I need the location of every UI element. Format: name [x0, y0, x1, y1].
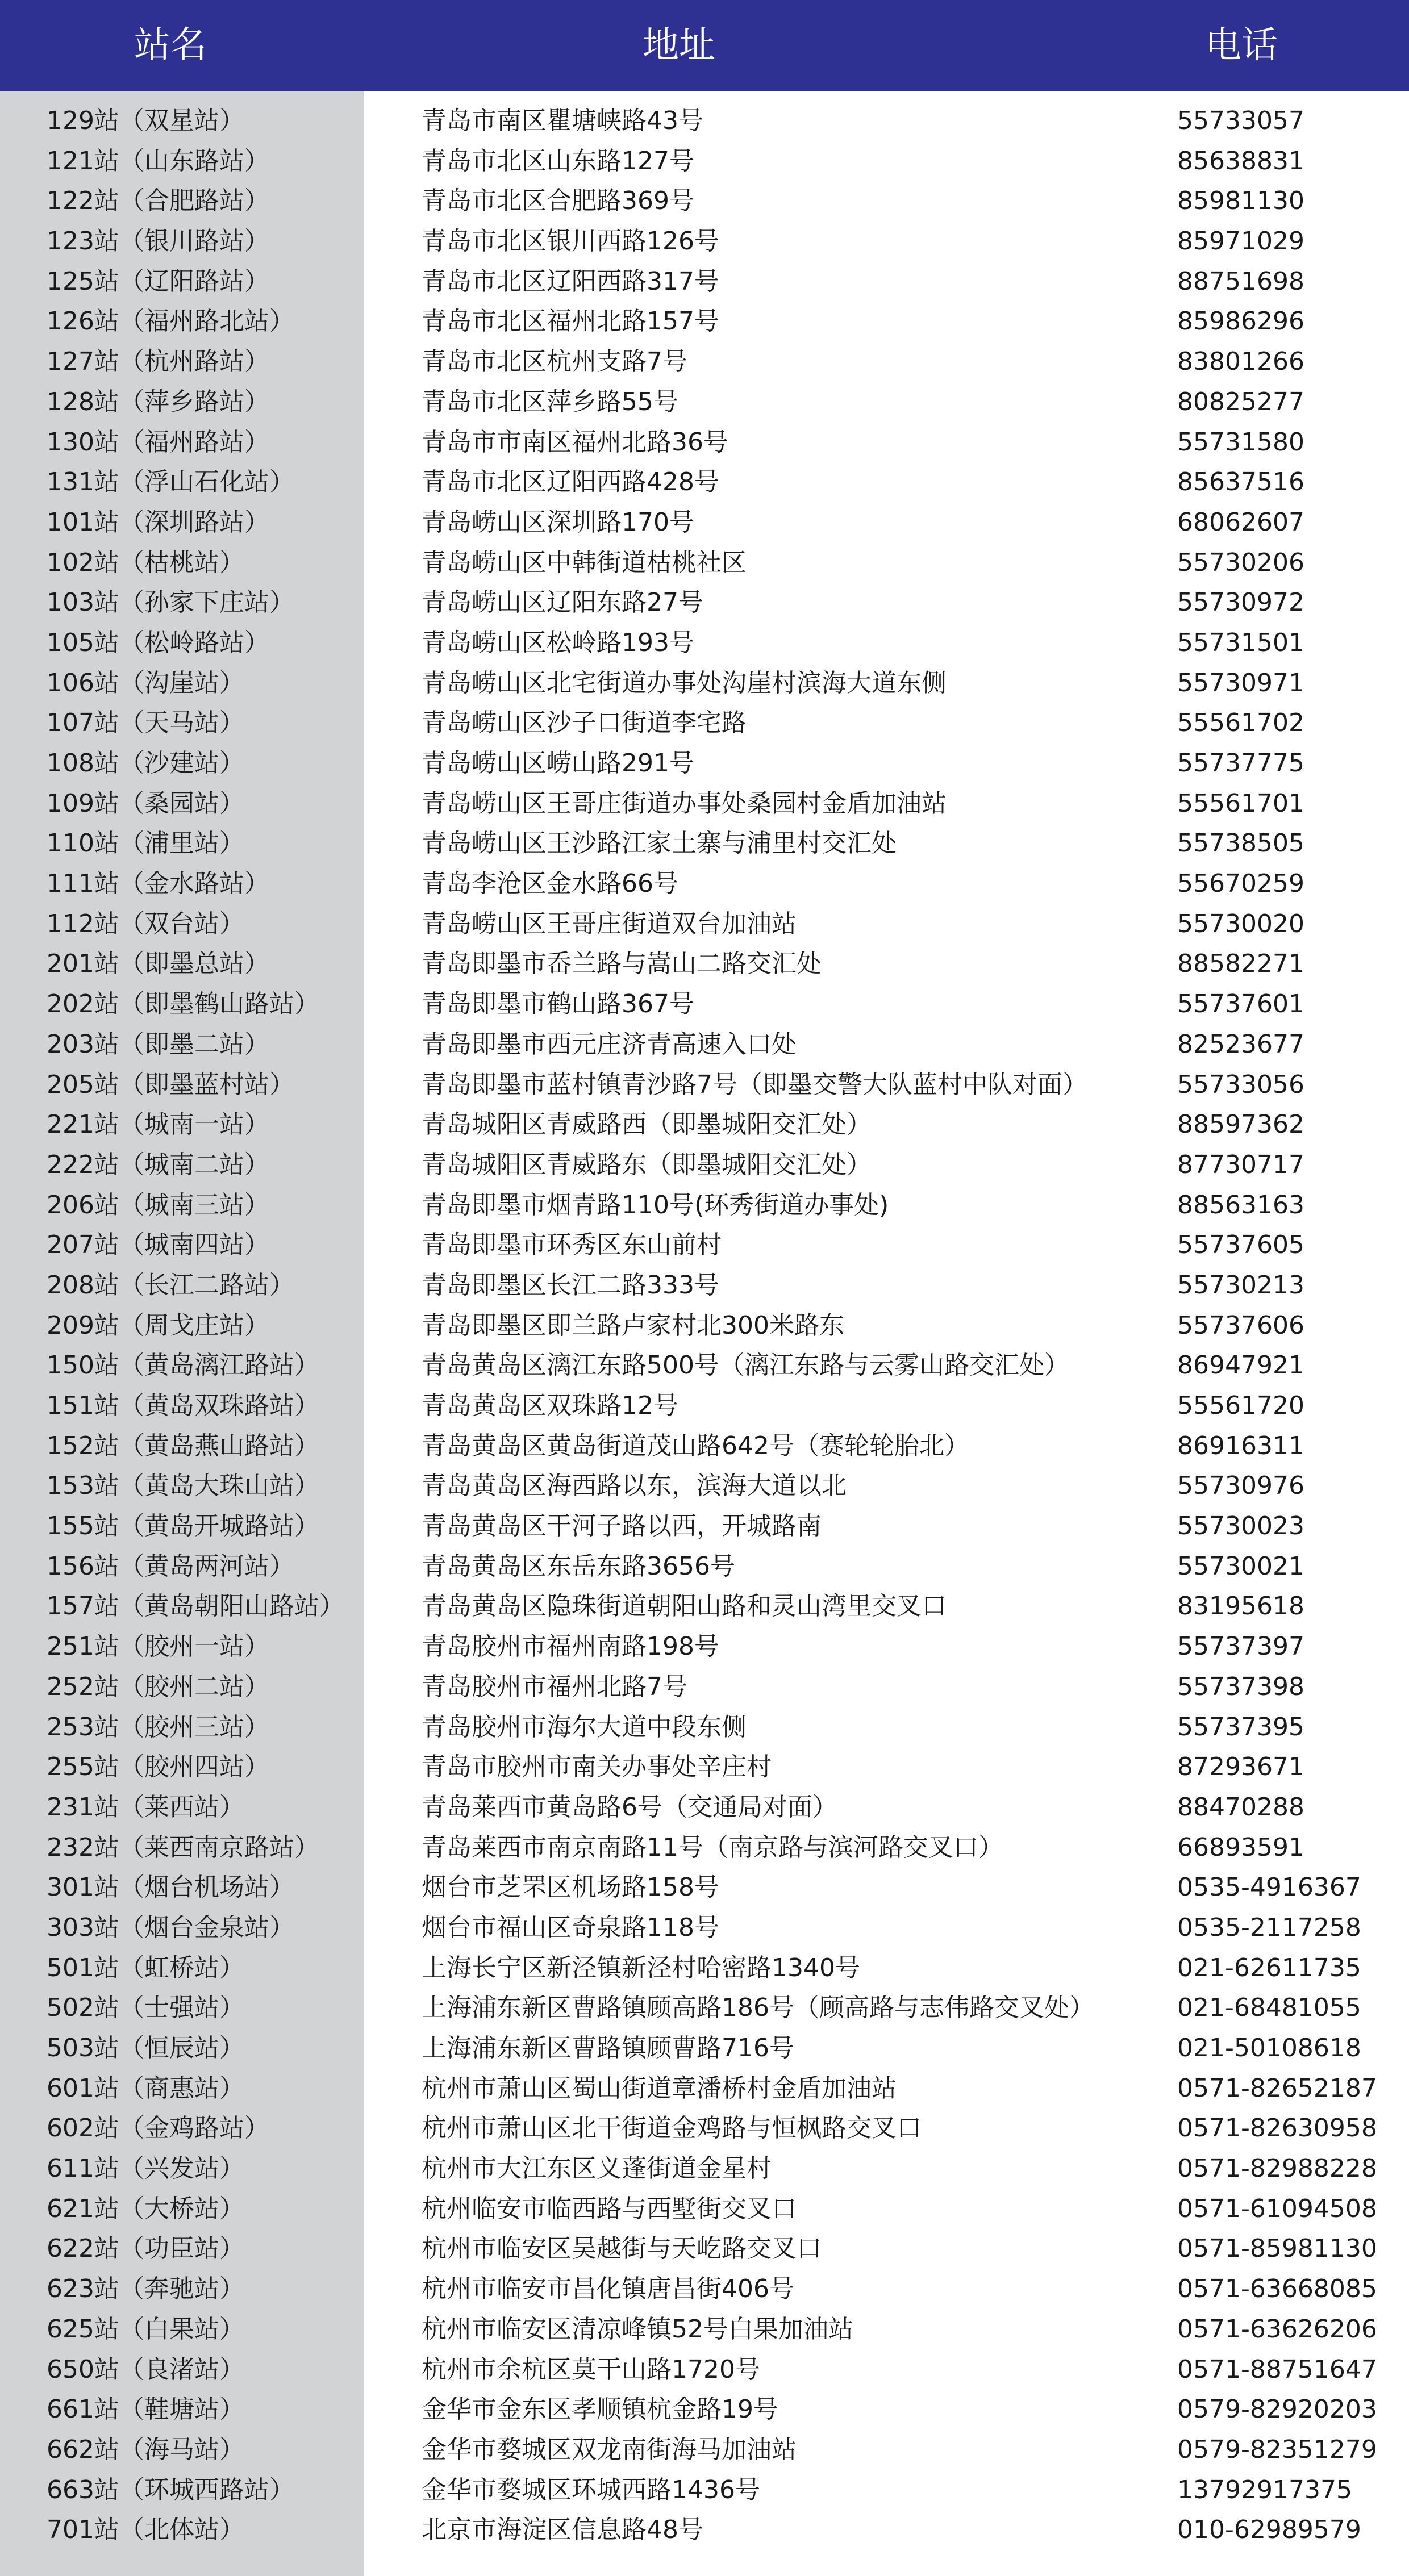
station-address: 青岛崂山区中韩街道枯桃社区 [422, 548, 747, 577]
station-address: 杭州市萧山区北干街道金鸡路与恒枫路交叉口 [422, 2114, 922, 2143]
station-name: 123站（银川路站） [47, 227, 269, 256]
station-name: 102站（枯桃站） [47, 548, 244, 577]
station-address: 青岛黄岛区海西路以东，滨海大道以北 [422, 1471, 847, 1501]
station-address: 杭州临安市临西路与西墅街交叉口 [422, 2194, 797, 2223]
table-row [0, 1547, 1409, 1587]
table-row [0, 181, 1409, 222]
station-name: 232站（莱西南京路站） [47, 1832, 319, 1862]
station-phone: 13792917375 [1177, 2475, 1352, 2504]
station-phone: 55730213 [1177, 1270, 1304, 1300]
table-row [0, 1306, 1409, 1346]
table-row [0, 1185, 1409, 1226]
table-row [0, 2430, 1409, 2470]
station-address: 青岛即墨区即兰路卢家村北300米路东 [422, 1310, 844, 1340]
station-name: 105站（松岭路站） [47, 628, 269, 657]
table-row [0, 503, 1409, 543]
station-address: 杭州市大江东区义蓬街道金星村 [422, 2154, 772, 2183]
table-row [0, 703, 1409, 744]
table-row [0, 423, 1409, 463]
station-phone: 55737606 [1177, 1310, 1304, 1340]
station-phone: 55738505 [1177, 829, 1304, 858]
station-phone: 88563163 [1177, 1190, 1304, 1220]
station-address: 青岛李沧区金水路66号 [422, 869, 678, 899]
station-name: 209站（周戈庄站） [47, 1310, 269, 1340]
table-row [0, 583, 1409, 623]
station-phone: 55737398 [1177, 1672, 1304, 1701]
station-phone: 021-68481055 [1177, 1993, 1361, 2023]
table-row [0, 1988, 1409, 2028]
station-name: 231站（莱西站） [47, 1792, 244, 1822]
station-address: 青岛市北区山东路127号 [422, 146, 694, 176]
station-name: 205站（即墨蓝村站） [47, 1070, 294, 1099]
station-address: 青岛胶州市福州北路7号 [422, 1672, 687, 1701]
station-address: 青岛崂山区沙子口街道李宅路 [422, 708, 747, 738]
station-name: 126站（福州路北站） [47, 307, 294, 336]
station-phone: 55561720 [1177, 1391, 1304, 1420]
station-phone: 0579-82351279 [1177, 2435, 1377, 2464]
station-phone: 55561702 [1177, 708, 1304, 738]
station-phone: 82523677 [1177, 1029, 1304, 1059]
station-phone: 55737605 [1177, 1230, 1304, 1260]
station-name: 303站（烟台金泉站） [47, 1913, 294, 1942]
station-name: 221站（城南一站） [47, 1110, 269, 1139]
station-phone: 0571-82652187 [1177, 2073, 1377, 2103]
station-address: 青岛市南区瞿塘峡路43号 [422, 106, 703, 135]
station-address: 青岛黄岛区双珠路12号 [422, 1391, 678, 1420]
station-phone: 55670259 [1177, 869, 1304, 899]
station-address: 青岛市北区辽阳西路428号 [422, 467, 719, 497]
table-row [0, 824, 1409, 864]
station-name: 625站（白果站） [47, 2314, 244, 2344]
station-phone: 85981130 [1177, 186, 1304, 216]
table-row [0, 2310, 1409, 2350]
station-table-body [0, 101, 1409, 2550]
table-row [0, 1586, 1409, 1627]
station-phone: 0535-4916367 [1177, 1873, 1361, 1902]
table-row [0, 2028, 1409, 2069]
station-address: 青岛即墨市西元庄济青高速入口处 [422, 1029, 797, 1059]
station-phone: 55731580 [1177, 427, 1304, 457]
station-name: 110站（浦里站） [47, 829, 244, 858]
station-address: 金华市婺城区双龙南街海马加油站 [422, 2435, 797, 2464]
station-name: 201站（即墨总站） [47, 949, 269, 979]
table-row [0, 944, 1409, 984]
station-name: 253站（胶州三站） [47, 1712, 269, 1742]
station-address: 金华市婺城区环城西路1436号 [422, 2475, 760, 2504]
station-name: 101站（深圳路站） [47, 507, 269, 537]
station-name: 128站（萍乡路站） [47, 387, 269, 416]
table-row [0, 2350, 1409, 2390]
station-address: 青岛黄岛区隐珠街道朝阳山路和灵山湾里交叉口 [422, 1592, 947, 1621]
station-name: 152站（黄岛燕山路站） [47, 1431, 319, 1460]
table-row [0, 342, 1409, 382]
table-row [0, 1506, 1409, 1547]
station-name: 122站（合肥路站） [47, 186, 269, 216]
station-phone: 021-50108618 [1177, 2034, 1361, 2063]
station-name: 255站（胶州四站） [47, 1752, 269, 1782]
station-phone: 86947921 [1177, 1351, 1304, 1380]
table-row [0, 904, 1409, 945]
station-address: 青岛崂山区崂山路291号 [422, 749, 694, 778]
table-row [0, 222, 1409, 262]
table-row [0, 2510, 1409, 2550]
station-name: 151站（黄岛双珠路站） [47, 1391, 319, 1420]
station-address: 青岛即墨市烟青路110号(环秀街道办事处) [422, 1190, 889, 1220]
station-phone: 0579-82920203 [1177, 2395, 1377, 2424]
table-row [0, 543, 1409, 583]
table-row [0, 2269, 1409, 2310]
table-row [0, 1747, 1409, 1788]
table-row [0, 1065, 1409, 1105]
station-phone: 88470288 [1177, 1792, 1304, 1822]
table-row [0, 984, 1409, 1025]
table-row [0, 784, 1409, 824]
station-phone: 55737775 [1177, 749, 1304, 778]
station-phone: 55737601 [1177, 990, 1304, 1019]
station-name: 206站（城南三站） [47, 1190, 269, 1220]
station-address: 青岛市北区杭州支路7号 [422, 347, 687, 377]
station-phone: 55733056 [1177, 1070, 1304, 1099]
station-phone: 87293671 [1177, 1752, 1304, 1782]
station-phone: 55730971 [1177, 668, 1304, 698]
station-address: 杭州市临安市昌化镇唐昌街406号 [422, 2274, 794, 2304]
station-name: 208站（长江二路站） [47, 1270, 294, 1300]
station-address: 青岛即墨市岙兰路与嵩山二路交汇处 [422, 949, 822, 979]
station-name: 111站（金水路站） [47, 869, 269, 899]
station-address: 烟台市福山区奇泉路118号 [422, 1913, 719, 1942]
station-address: 杭州市临安区吴越街与天屹路交叉口 [422, 2234, 822, 2264]
station-name: 131站（浮山石化站） [47, 467, 294, 497]
header-station-name: 站名 [134, 24, 207, 66]
table-row [0, 101, 1409, 141]
table-row [0, 1145, 1409, 1185]
station-address: 青岛崂山区王哥庄街道双台加油站 [422, 909, 797, 938]
station-address: 青岛莱西市黄岛路6号（交通局对面） [422, 1792, 837, 1822]
station-address: 青岛即墨市蓝村镇青沙路7号（即墨交警大队蓝村中队对面） [422, 1070, 1087, 1099]
station-phone: 85637516 [1177, 467, 1304, 497]
table-row [0, 1025, 1409, 1065]
table-row [0, 1225, 1409, 1266]
table-row [0, 1828, 1409, 1868]
station-phone: 66893591 [1177, 1832, 1304, 1862]
table-row [0, 2470, 1409, 2511]
station-phone: 0571-82630958 [1177, 2114, 1377, 2143]
table-row [0, 2109, 1409, 2149]
station-name: 150站（黄岛漓江路站） [47, 1351, 319, 1380]
station-address: 青岛崂山区王哥庄街道办事处桑园村金盾加油站 [422, 788, 947, 818]
station-phone: 80825277 [1177, 387, 1304, 416]
station-phone: 88597362 [1177, 1110, 1304, 1139]
table-row [0, 1948, 1409, 1989]
station-name: 222站（城南二站） [47, 1150, 269, 1179]
table-row [0, 1266, 1409, 1306]
station-name: 155站（黄岛开城路站） [47, 1512, 319, 1541]
station-phone: 55730023 [1177, 1512, 1304, 1541]
station-name: 621站（大桥站） [47, 2194, 244, 2223]
station-address: 青岛胶州市福州南路198号 [422, 1632, 719, 1661]
station-name: 156站（黄岛两河站） [47, 1551, 294, 1581]
station-phone: 55730206 [1177, 548, 1304, 577]
station-phone: 55730976 [1177, 1471, 1304, 1501]
table-row [0, 1627, 1409, 1667]
station-address: 青岛崂山区北宅街道办事处沟崖村滨海大道东侧 [422, 668, 947, 698]
station-phone: 68062607 [1177, 507, 1304, 537]
station-phone: 0571-82988228 [1177, 2154, 1377, 2183]
station-name: 701站（北体站） [47, 2515, 244, 2545]
station-name: 662站（海马站） [47, 2435, 244, 2464]
station-name: 129站（双星站） [47, 106, 244, 135]
station-address: 上海长宁区新泾镇新泾村哈密路1340号 [422, 1953, 860, 1982]
station-address: 杭州市萧山区蜀山街道章潘桥村金盾加油站 [422, 2073, 897, 2103]
table-row [0, 2229, 1409, 2269]
station-name: 251站（胶州一站） [47, 1632, 269, 1661]
station-name: 663站（环城西路站） [47, 2475, 294, 2504]
station-address: 杭州市余杭区莫干山路1720号 [422, 2354, 760, 2384]
station-address: 青岛黄岛区漓江东路500号（漓江东路与云雾山路交汇处） [422, 1351, 1069, 1380]
station-phone: 55731501 [1177, 628, 1304, 657]
station-phone: 88751698 [1177, 266, 1304, 296]
station-phone: 83195618 [1177, 1592, 1304, 1621]
table-row [0, 744, 1409, 784]
table-row [0, 1707, 1409, 1748]
station-address: 青岛市北区合肥路369号 [422, 186, 694, 216]
station-name: 203站（即墨二站） [47, 1029, 269, 1059]
station-name: 503站（恒辰站） [47, 2034, 244, 2063]
station-address: 青岛崂山区深圳路170号 [422, 507, 694, 537]
table-row [0, 2189, 1409, 2230]
station-name: 109站（桑园站） [47, 788, 244, 818]
station-name: 601站（商惠站） [47, 2073, 244, 2103]
table-row [0, 663, 1409, 704]
station-address: 青岛黄岛区东岳东路3656号 [422, 1551, 735, 1581]
station-phone: 86916311 [1177, 1431, 1304, 1460]
table-row [0, 1908, 1409, 1948]
station-phone: 0571-85981130 [1177, 2234, 1377, 2264]
table-row [0, 2069, 1409, 2109]
station-address: 青岛即墨市环秀区东山前村 [422, 1230, 722, 1260]
table-row [0, 1105, 1409, 1145]
station-phone: 87730717 [1177, 1150, 1304, 1179]
station-phone: 55737395 [1177, 1712, 1304, 1742]
station-phone: 0571-88751647 [1177, 2354, 1377, 2384]
station-phone: 83801266 [1177, 347, 1304, 377]
station-phone: 85638831 [1177, 146, 1304, 176]
station-phone: 0571-63626206 [1177, 2314, 1377, 2344]
station-name: 301站（烟台机场站） [47, 1873, 294, 1902]
station-name: 121站（山东路站） [47, 146, 269, 176]
station-phone: 021-62611735 [1177, 1953, 1361, 1982]
table-row [0, 1788, 1409, 1828]
station-name: 622站（功臣站） [47, 2234, 244, 2264]
station-address: 上海浦东新区曹路镇顾曹路716号 [422, 2034, 794, 2063]
station-address: 烟台市芝罘区机场路158号 [422, 1873, 719, 1902]
table-row [0, 1386, 1409, 1426]
station-address: 青岛市胶州市南关办事处辛庄村 [422, 1752, 772, 1782]
table-row [0, 2149, 1409, 2189]
station-address: 青岛市北区辽阳西路317号 [422, 266, 719, 296]
table-row [0, 864, 1409, 904]
table-row [0, 1346, 1409, 1386]
station-address: 青岛城阳区青威路西（即墨城阳交汇处） [422, 1110, 872, 1139]
station-name: 611站（兴发站） [47, 2154, 244, 2183]
station-phone: 55730020 [1177, 909, 1304, 938]
station-address: 北京市海淀区信息路48号 [422, 2515, 703, 2545]
station-address: 青岛城阳区青威路东（即墨城阳交汇处） [422, 1150, 872, 1179]
table-row [0, 2390, 1409, 2430]
station-phone: 0571-61094508 [1177, 2194, 1377, 2223]
station-name: 623站（奔驰站） [47, 2274, 244, 2304]
station-address: 杭州市临安区清凉峰镇52号白果加油站 [422, 2314, 853, 2344]
table-row [0, 302, 1409, 342]
table-row [0, 141, 1409, 182]
station-phone: 88582271 [1177, 949, 1304, 979]
station-name: 125站（辽阳路站） [47, 266, 269, 296]
station-name: 107站（天马站） [47, 708, 244, 738]
station-address: 上海浦东新区曹路镇顾高路186号（顾高路与志伟路交叉处） [422, 1993, 1094, 2023]
station-name: 252站（胶州二站） [47, 1672, 269, 1701]
station-phone: 55733057 [1177, 106, 1304, 135]
station-name: 502站（士强站） [47, 1993, 244, 2023]
station-address: 青岛即墨区长江二路333号 [422, 1270, 719, 1300]
station-name: 661站（鞋塘站） [47, 2395, 244, 2424]
station-phone: 85971029 [1177, 227, 1304, 256]
table-row [0, 1426, 1409, 1467]
station-phone: 0535-2117258 [1177, 1913, 1361, 1942]
station-address: 青岛崂山区王沙路江家土寨与浦里村交汇处 [422, 829, 897, 858]
table-row [0, 1466, 1409, 1506]
station-name: 127站（杭州路站） [47, 347, 269, 377]
table-header [0, 0, 1409, 91]
station-address: 青岛市北区银川西路126号 [422, 227, 719, 256]
station-phone: 85986296 [1177, 307, 1304, 336]
station-name: 650站（良渚站） [47, 2354, 244, 2384]
station-address: 青岛黄岛区干河子路以西，开城路南 [422, 1512, 822, 1541]
table-row [0, 1667, 1409, 1707]
station-address: 金华市金东区孝顺镇杭金路19号 [422, 2395, 778, 2424]
table-row [0, 462, 1409, 503]
station-phone: 55737397 [1177, 1632, 1304, 1661]
table-row [0, 623, 1409, 663]
station-address: 青岛即墨市鹤山路367号 [422, 990, 694, 1019]
station-phone: 55561701 [1177, 788, 1304, 818]
station-phone: 0571-63668085 [1177, 2274, 1377, 2304]
table-row [0, 1868, 1409, 1908]
header-phone: 电话 [1205, 24, 1278, 66]
station-name: 602站（金鸡路站） [47, 2114, 269, 2143]
table-row [0, 382, 1409, 423]
station-name: 103站（孙家下庄站） [47, 588, 294, 617]
station-address: 青岛崂山区松岭路193号 [422, 628, 694, 657]
station-name: 501站（虹桥站） [47, 1953, 244, 1982]
station-address: 青岛崂山区辽阳东路27号 [422, 588, 703, 617]
station-address: 青岛市北区萍乡路55号 [422, 387, 678, 416]
station-name: 112站（双台站） [47, 909, 244, 938]
station-address: 青岛胶州市海尔大道中段东侧 [422, 1712, 747, 1742]
station-address: 青岛莱西市南京南路11号（南京路与滨河路交叉口） [422, 1832, 1003, 1862]
station-name: 202站（即墨鹤山路站） [47, 990, 319, 1019]
table-row [0, 262, 1409, 302]
station-name: 157站（黄岛朝阳山路站） [47, 1592, 344, 1621]
header-address: 地址 [643, 24, 715, 66]
station-address: 青岛市市南区福州北路36号 [422, 427, 728, 457]
station-phone: 010-62989579 [1177, 2515, 1361, 2545]
station-name: 108站（沙建站） [47, 749, 244, 778]
station-name: 153站（黄岛大珠山站） [47, 1471, 319, 1501]
station-address: 青岛黄岛区黄岛街道茂山路642号（赛轮轮胎北） [422, 1431, 969, 1460]
station-name: 130站（福州路站） [47, 427, 269, 457]
station-name: 106站（沟崖站） [47, 668, 244, 698]
station-phone: 55730021 [1177, 1551, 1304, 1581]
station-name: 207站（城南四站） [47, 1230, 269, 1260]
station-phone: 55730972 [1177, 588, 1304, 617]
station-address: 青岛市北区福州北路157号 [422, 307, 719, 336]
